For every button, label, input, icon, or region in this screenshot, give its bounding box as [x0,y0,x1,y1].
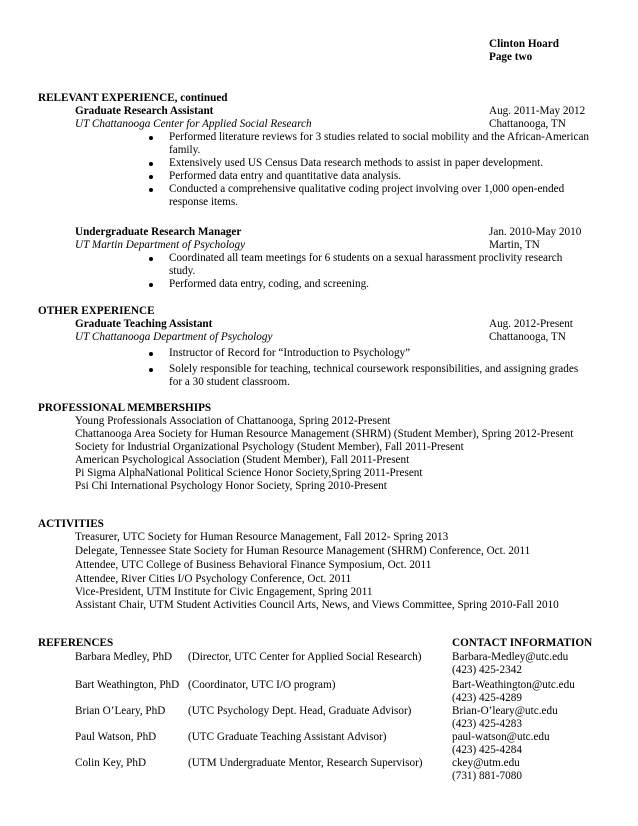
reference-name: Paul Watson, PhD [75,731,157,743]
job-location: Chattanooga, TN [489,331,566,343]
job-organization: UT Chattanooga Department of Psychology [75,331,273,343]
bullet-icon [149,162,153,166]
reference-role: (Director, UTC Center for Applied Social Research) [188,651,422,663]
membership-item: American Psychological Association (Student Member), Fall 2011-Present [75,454,410,466]
activity-item: Attendee, UTC College of Business Behavioral Finance Symposium, Oct. 2011 [75,559,432,571]
bullet-text-continued: study. [169,265,196,277]
reference-phone: (423) 425-4289 [452,692,522,704]
activity-item: Assistant Chair, UTM Student Activities Council Arts, News, and Views Committee, Spring 2010-Fall 2010 [75,599,559,611]
activity-item: Delegate, Tennessee State Society for Human Resource Management (SHRM) Conference, Oct. 2011 [75,545,531,557]
reference-email[interactable]: Bart-Weathington@utc.edu [452,679,575,691]
bullet-icon [149,175,153,179]
reference-phone: (731) 881-7080 [452,770,522,782]
bullet-text: Performed literature reviews for 3 studies related to social mobility and the African-American [169,131,590,143]
reference-email[interactable]: Brian-O’leary@utc.edu [452,705,558,717]
bullet-icon [149,352,153,356]
membership-item: Chattanooga Area Society for Human Resource Management (SHRM) (Student Member), Spring 2012-Present [75,428,574,440]
bullet-text: Solely responsible for teaching, technical coursework responsibilities, and assigning grades [169,363,579,375]
job-title: Undergraduate Research Manager [75,226,242,238]
bullet-icon [149,368,153,372]
activity-item: Treasurer, UTC Society for Human Resource Management, Fall 2012- Spring 2013 [75,531,449,543]
bullet-icon [149,283,153,287]
job-title: Graduate Research Assistant [75,105,214,117]
reference-phone: (423) 425-4284 [452,744,522,756]
reference-email[interactable]: ckey@utm.edu [452,757,520,769]
membership-item: Psi Chi International Psychology Honor Society, Spring 2010-Present [75,480,387,492]
reference-name: Colin Key, PhD [75,757,147,769]
job-organization: UT Martin Department of Psychology [75,239,246,251]
section-heading-relevant: RELEVANT EXPERIENCE, continued [38,92,228,104]
section-heading-references: REFERENCES [38,637,114,649]
bullet-text: Coordinated all team meetings for 6 students on a sexual harassment proclivity research [169,252,563,264]
membership-item: Society for Industrial Organizational Psychology (Student Member), Fall 2011-Present [75,441,464,453]
job-title: Graduate Teaching Assistant [75,318,213,330]
bullet-icon [149,188,153,192]
bullet-text-continued: family. [169,144,201,156]
bullet-text-continued: for a 30 student classroom. [169,376,290,388]
reference-role: (UTC Graduate Teaching Assistant Advisor) [188,731,387,743]
reference-name: Bart Weathington, PhD [75,679,180,691]
section-heading-activities: ACTIVITIES [38,518,104,530]
reference-role: (Coordinator, UTC I/O program) [188,679,336,691]
bullet-text: Performed data entry, coding, and screening. [169,278,369,290]
bullet-text: Conducted a comprehensive qualitative coding project involving over 1,000 open-ended [169,183,565,195]
contact-heading: CONTACT INFORMATION [452,637,593,649]
bullet-text-continued: response items. [169,196,238,208]
bullet-icon [149,136,153,140]
membership-item: Young Professionals Association of Chattanooga, Spring 2012-Present [75,415,391,427]
bullet-text: Instructor of Record for “Introduction to Psychology” [169,347,411,359]
reference-name: Brian O’Leary, PhD [75,705,166,717]
header-page-label: Page two [489,51,533,63]
reference-name: Barbara Medley, PhD [75,651,173,663]
reference-phone: (423) 425-2342 [452,664,522,676]
reference-role: (UTM Undergraduate Mentor, Research Supervisor) [188,757,423,769]
activity-item: Attendee, River Cities I/O Psychology Conference, Oct. 2011 [75,573,352,585]
reference-phone: (423) 425-4283 [452,718,522,730]
job-date: Aug. 2012-Present [489,318,573,330]
bullet-icon [149,257,153,261]
reference-role: (UTC Psychology Dept. Head, Graduate Advisor) [188,705,412,717]
job-organization: UT Chattanooga Center for Applied Social Research [75,118,312,130]
job-date: Aug. 2011-May 2012 [489,105,586,117]
job-date: Jan. 2010-May 2010 [489,226,582,238]
activity-item: Vice-President, UTM Institute for Civic Engagement, Spring 2011 [75,586,373,598]
job-location: Martin, TN [489,239,540,251]
reference-email[interactable]: Barbara-Medley@utc.edu [452,651,569,663]
reference-email[interactable]: paul-watson@utc.edu [452,731,550,743]
bullet-text: Extensively used US Census Data research methods to assist in paper development. [169,157,544,169]
section-heading-other: OTHER EXPERIENCE [38,305,155,317]
membership-item: Pi Sigma AlphaNational Political Science Honor Society,Spring 2011-Present [75,467,423,479]
header-name: Clinton Hoard [489,38,559,50]
section-heading-memberships: PROFESSIONAL MEMBERSHIPS [38,402,212,414]
bullet-text: Performed data entry and quantitative data analysis. [169,170,402,182]
job-location: Chattanooga, TN [489,118,566,130]
